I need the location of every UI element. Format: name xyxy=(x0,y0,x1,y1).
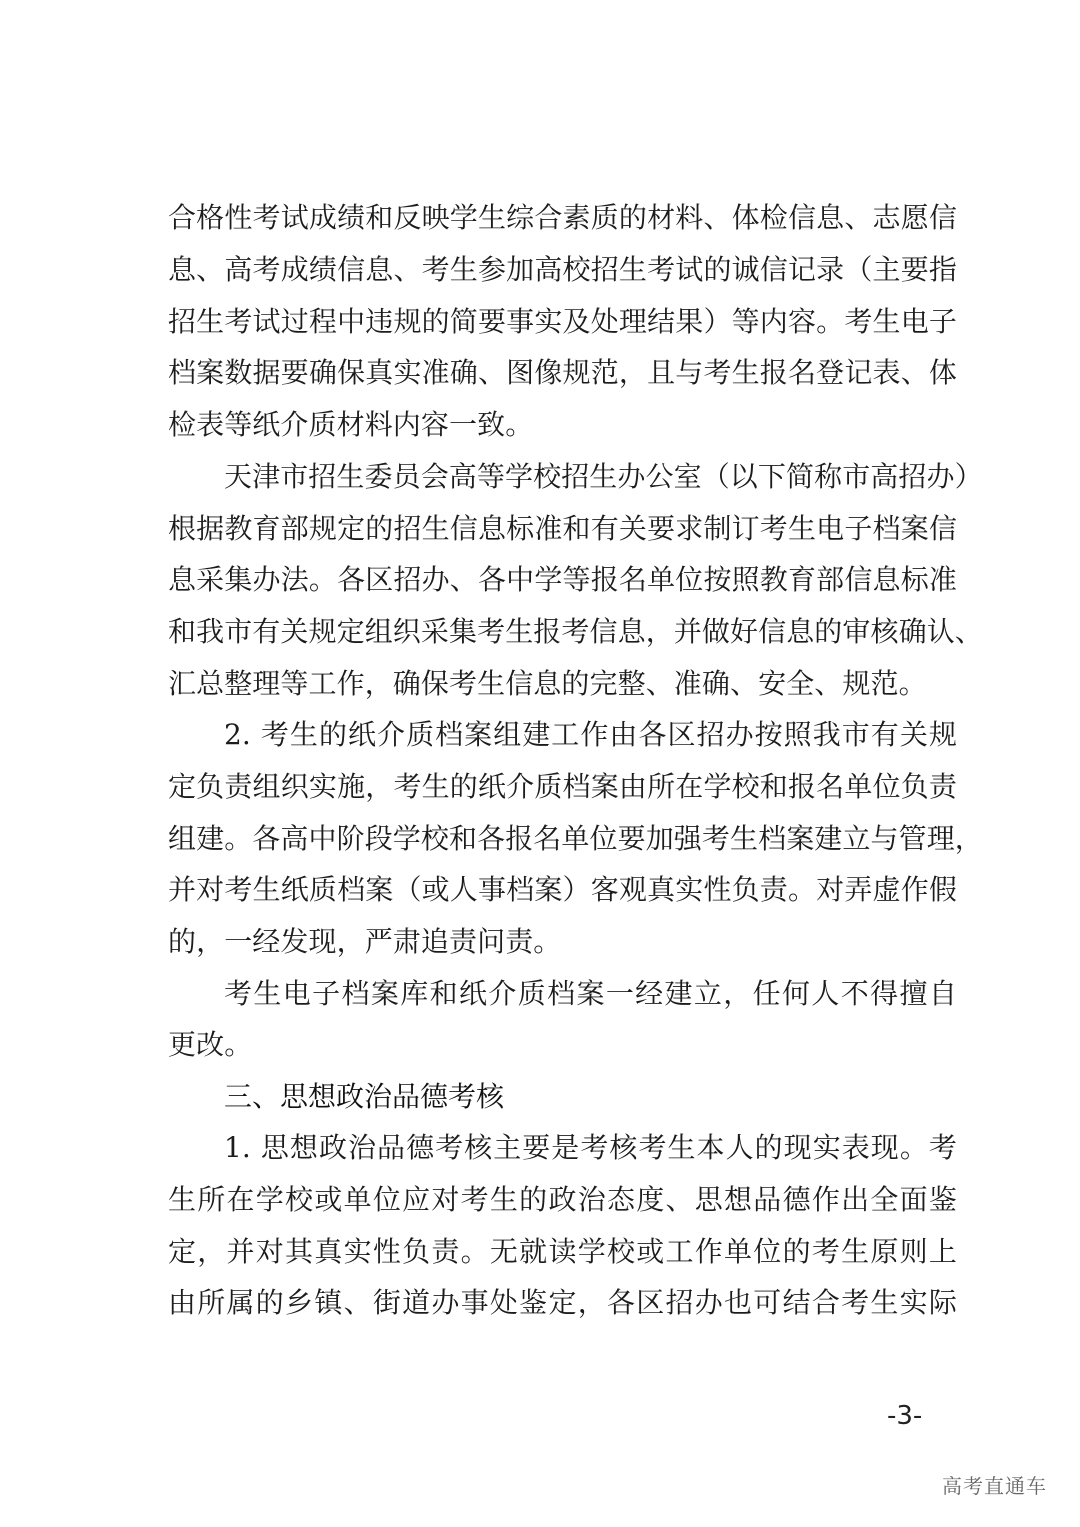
paragraph-4-line-2: 更改。 xyxy=(168,1028,253,1061)
paragraph-2-line-1: 天津市招生委员会高等学校招生办公室（以下简称市高招办） xyxy=(224,460,983,493)
paragraph-1-line-2: 息、高考成绩信息、考生参加高校招生考试的诚信记录（主要指 xyxy=(168,253,957,286)
section-paragraph-line-1: 1. 思想政治品德考核主要是考核考生本人的现实表现。考 xyxy=(224,1131,957,1164)
paragraph-1-line-3: 招生考试过程中违规的简要事实及处理结果）等内容。考生电子 xyxy=(168,305,957,338)
paragraph-1-line-5: 检表等纸介质材料内容一致。 xyxy=(168,408,534,441)
paragraph-2-line-3: 息采集办法。各区招办、各中学等报名单位按照教育部信息标准 xyxy=(168,563,957,596)
paragraph-4-line-1: 考生电子档案库和纸介质档案一经建立，任何人不得擅自 xyxy=(224,977,957,1010)
page-number: -3- xyxy=(887,1401,923,1431)
paragraph-1-line-1: 合格性考试成绩和反映学生综合素质的材料、体检信息、志愿信 xyxy=(168,201,957,234)
source-watermark: 高考直通车 xyxy=(942,1474,1047,1498)
paragraph-3-line-3: 组建。各高中阶段学校和各报名单位要加强考生档案建立与管理， xyxy=(168,822,983,855)
paragraph-2-line-4: 和我市有关规定组织采集考生报考信息，并做好信息的审核确认、 xyxy=(168,615,983,648)
section-heading: 三、思想政治品德考核 xyxy=(224,1080,505,1113)
paragraph-3-line-4: 并对考生纸质档案（或人事档案）客观真实性负责。对弄虚作假 xyxy=(168,873,957,906)
paragraph-1-line-4: 档案数据要确保真实准确、图像规范，且与考生报名登记表、体 xyxy=(168,356,957,389)
paragraph-3-line-5: 的，一经发现，严肃追责问责。 xyxy=(168,925,562,958)
paragraph-3-line-1: 2. 考生的纸介质档案组建工作由各区招办按照我市有关规 xyxy=(224,718,957,751)
section-paragraph-line-4: 由所属的乡镇、街道办事处鉴定，各区招办也可结合考生实际 xyxy=(168,1286,957,1319)
section-paragraph-line-3: 定，并对其真实性负责。无就读学校或工作单位的考生原则上 xyxy=(168,1235,957,1268)
paragraph-2-line-5: 汇总整理等工作，确保考生信息的完整、准确、安全、规范。 xyxy=(168,667,927,700)
paragraph-3-line-2: 定负责组织实施，考生的纸介质档案由所在学校和报名单位负责 xyxy=(168,770,957,803)
section-paragraph-line-2: 生所在学校或单位应对考生的政治态度、思想品德作出全面鉴 xyxy=(168,1183,957,1216)
paragraph-2-line-2: 根据教育部规定的招生信息标准和有关要求制订考生电子档案信 xyxy=(168,512,957,545)
